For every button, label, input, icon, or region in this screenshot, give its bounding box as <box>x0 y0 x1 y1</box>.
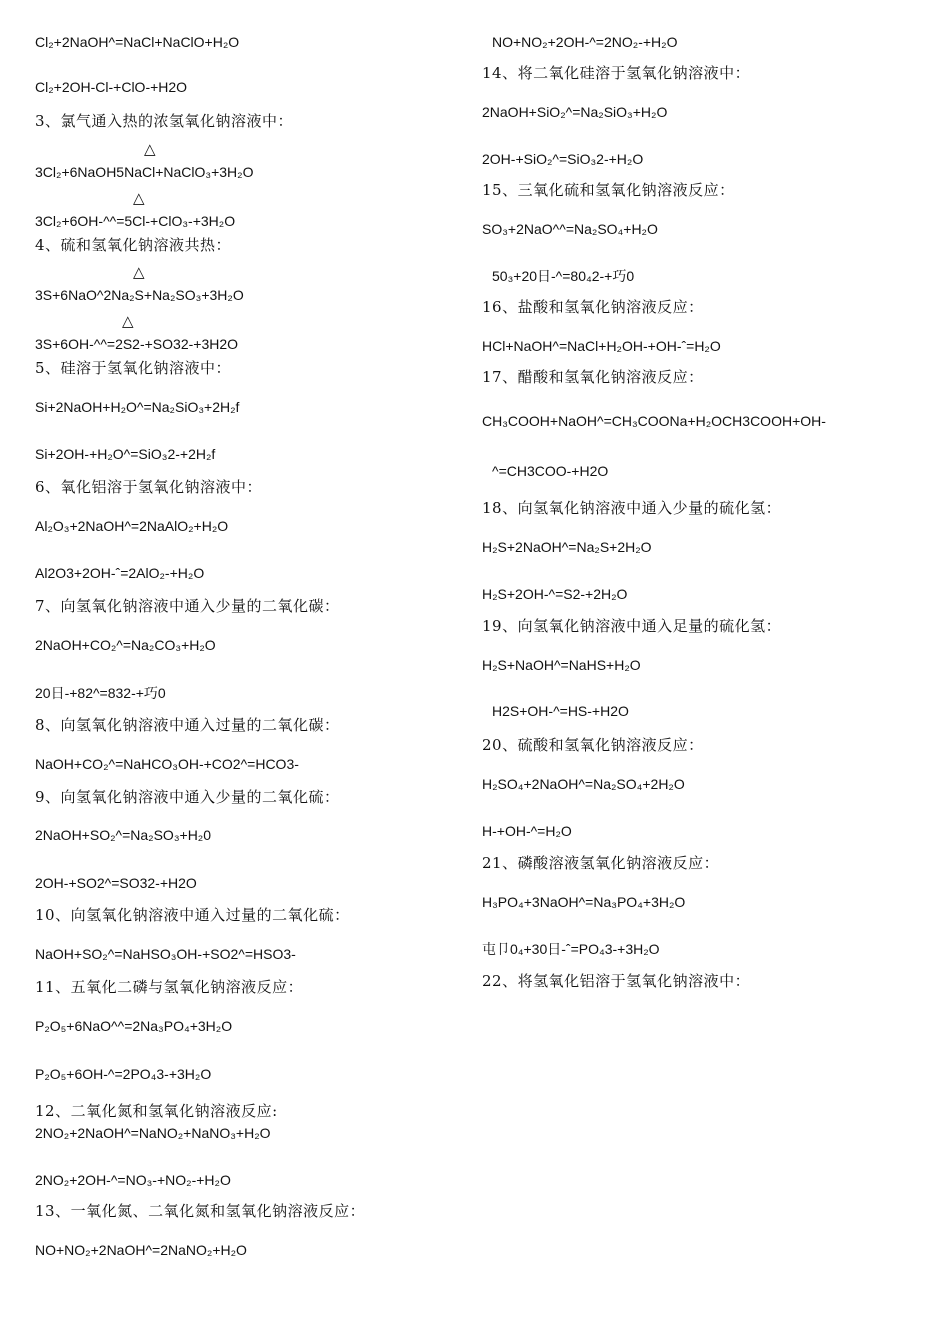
equation-line: NO+NO₂+2OH-^=2NO₂-+H₂O <box>492 34 678 50</box>
section-heading: 10、向氢氧化钠溶液中通入过量的二氧化硫： <box>35 906 350 924</box>
section-heading: 12、二氧化氮和氢氧化钠溶液反应: <box>35 1102 278 1120</box>
heat-triangle-symbol: △ <box>122 312 134 330</box>
section-heading: 5、硅溶于氢氧化钠溶液中： <box>35 359 232 377</box>
section-heading: 16、盐酸和氢氧化钠溶液反应： <box>482 298 704 316</box>
section-heading: 13、一氧化氮、二氧化氮和氢氧化钠溶液反应： <box>35 1202 366 1220</box>
equation-line: Cl₂+2OH-Cl-+ClO-+H2O <box>35 79 188 95</box>
heat-triangle-symbol: △ <box>133 189 145 207</box>
equation-line: Al₂O₃+2NaOH^=2NaAlO₂+H₂O <box>35 518 229 534</box>
equation-line: NaOH+CO₂^=NaHCO₃OH-+CO2^=HCO3- <box>35 756 299 772</box>
equation-line: 2OH-+SiO₂^=SiO₃2-+H₂O <box>482 151 644 167</box>
equation-line: P₂O₅+6OH-^=2PO₄3-+3H₂O <box>35 1066 212 1082</box>
section-heading: 15、三氧化硫和氢氧化钠溶液反应： <box>482 181 735 199</box>
equation-line: H₂S+NaOH^=NaHS+H₂O <box>482 657 641 673</box>
equation-line: 2NaOH+CO₂^=Na₂CO₃+H₂O <box>35 637 216 653</box>
section-heading: 19、向氢氧化钠溶液中通入足量的硫化氢： <box>482 617 782 635</box>
section-heading: 3、氯气通入热的浓氢氧化钠溶液中： <box>35 112 294 130</box>
equation-line: NO+NO₂+2NaOH^=2NaNO₂+H₂O <box>35 1242 247 1258</box>
equation-line: 屯卩0₄+30日-ˆ=PO₄3-+3H₂O <box>482 941 660 957</box>
equation-line: 3S+6NaO^2Na₂S+Na₂SO₃+3H₂O <box>35 287 244 303</box>
equation-line: HCl+NaOH^=NaCl+H₂OH-+OH-ˆ=H₂O <box>482 338 721 354</box>
equation-line: 3Cl₂+6NaOH5NaCl+NaClO₃+3H₂O <box>35 164 254 180</box>
section-heading: 6、氧化铝溶于氢氧化钠溶液中： <box>35 478 263 496</box>
section-heading: 8、向氢氧化钠溶液中通入过量的二氧化碳： <box>35 716 340 734</box>
section-heading: 17、醋酸和氢氧化钠溶液反应： <box>482 368 704 386</box>
equation-line: H₃PO₄+3NaOH^=Na₃PO₄+3H₂O <box>482 894 686 910</box>
section-heading: 22、将氢氧化铝溶于氢氧化钠溶液中： <box>482 972 751 990</box>
equation-line: CH₃COOH+NaOH^=CH₃COONa+H₂OCH3COOH+OH- <box>482 413 826 429</box>
equation-line: H₂S+2NaOH^=Na₂S+2H₂O <box>482 539 652 555</box>
equation-line: H2S+OH-^=HS-+H2O <box>492 703 629 719</box>
equation-line: 2OH-+SO2^=SO32-+H2O <box>35 875 197 891</box>
equation-line: H-+OH-^=H₂O <box>482 823 572 839</box>
section-heading: 4、硫和氢氧化钠溶液共热： <box>35 236 232 254</box>
equation-line: 20日-+82^=832-+巧0 <box>35 685 166 701</box>
equation-line: Al2O3+2OH-ˆ=2AlO₂-+H₂O <box>35 565 205 581</box>
equation-line: NaOH+SO₂^=NaHSO₃OH-+SO2^=HSO3- <box>35 946 296 962</box>
equation-line: Si+2NaOH+H₂O^=Na₂SiO₃+2H₂f <box>35 399 240 415</box>
equation-line: H₂SO₄+2NaOH^=Na₂SO₄+2H₂O <box>482 776 685 792</box>
equation-line: 2NO₂+2NaOH^=NaNO₂+NaNO₃+H₂O <box>35 1125 271 1141</box>
equation-line: 2NaOH+SiO₂^=Na₂SiO₃+H₂O <box>482 104 668 120</box>
equation-line: Cl₂+2NaOH^=NaCl+NaClO+H₂O <box>35 34 240 50</box>
heat-triangle-symbol: △ <box>144 140 156 158</box>
section-heading: 7、向氢氧化钠溶液中通入少量的二氧化碳： <box>35 597 340 615</box>
equation-line: ^=CH3COO-+H2O <box>492 463 609 479</box>
equation-line: H₂S+2OH-^=S2-+2H₂O <box>482 586 628 602</box>
section-heading: 20、硫酸和氢氧化钠溶液反应： <box>482 736 704 754</box>
section-heading: 18、向氢氧化钠溶液中通入少量的硫化氢： <box>482 499 782 517</box>
section-heading: 14、将二氧化硅溶于氢氧化钠溶液中： <box>482 64 751 82</box>
equation-line: 3S+6OH-^^=2S2-+SO32-+3H2O <box>35 336 239 352</box>
equation-line: 50₃+20日-^=80₄2-+巧0 <box>492 268 635 284</box>
equation-line: 2NO₂+2OH-^=NO₃-+NO₂-+H₂O <box>35 1172 231 1188</box>
section-heading: 11、五氧化二磷与氢氧化钠溶液反应： <box>35 978 304 996</box>
equation-line: SO₃+2NaO^^=Na₂SO₄+H₂O <box>482 221 658 237</box>
section-heading: 9、向氢氧化钠溶液中通入少量的二氧化硫： <box>35 788 340 806</box>
equation-line: 3Cl₂+6OH-^^=5Cl-+ClO₃-+3H₂O <box>35 213 236 229</box>
equation-line: 2NaOH+SO₂^=Na₂SO₃+H₂0 <box>35 827 212 843</box>
heat-triangle-symbol: △ <box>133 263 145 281</box>
section-heading: 21、磷酸溶液氢氧化钠溶液反应： <box>482 854 720 872</box>
equation-line: Si+2OH-+H₂O^=SiO₃2-+2H₂f <box>35 446 216 462</box>
equation-line: P₂O₅+6NaO^^=2Na₃PO₄+3H₂O <box>35 1018 233 1034</box>
